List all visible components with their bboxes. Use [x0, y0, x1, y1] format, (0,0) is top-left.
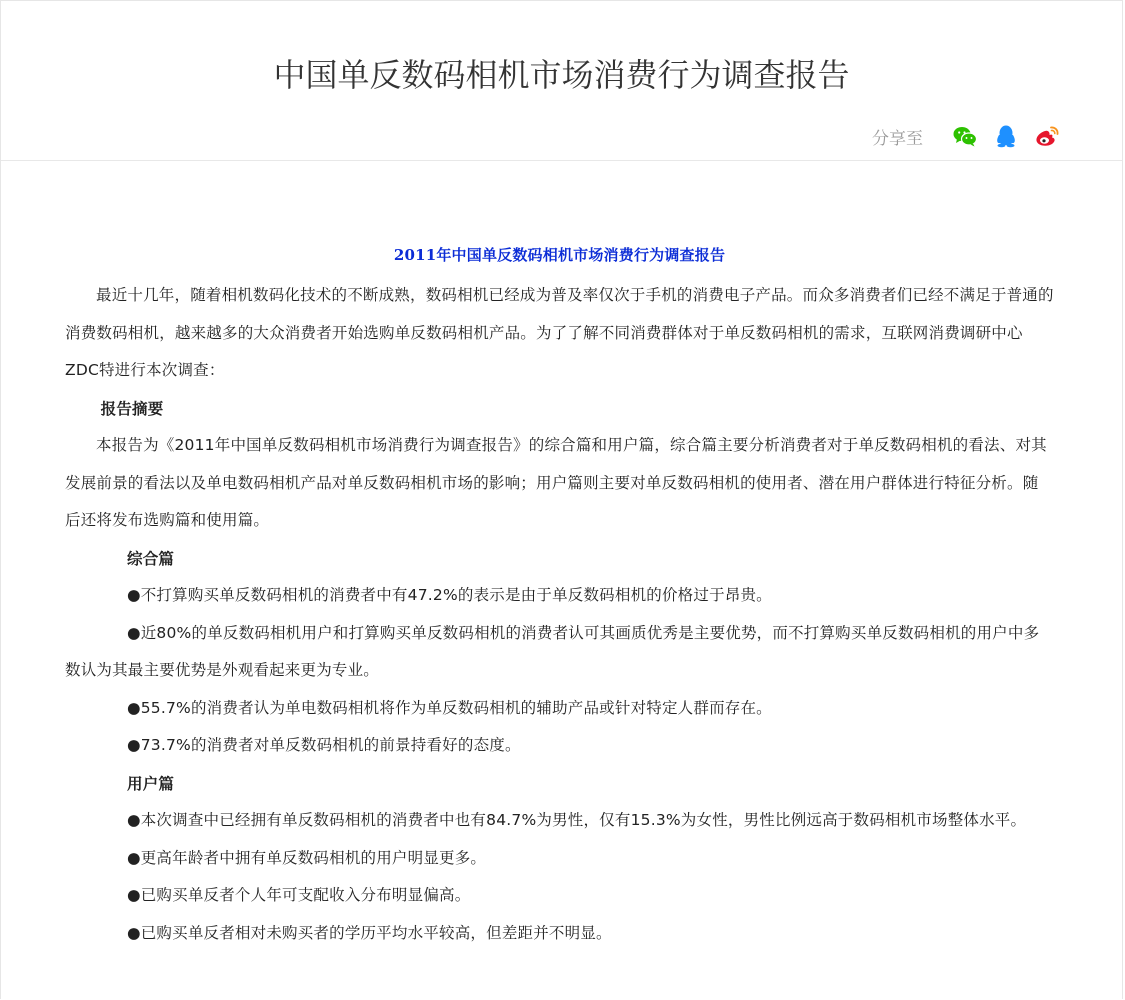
article-body — [65, 233, 1054, 952]
wechat-icon[interactable] — [952, 123, 978, 149]
summary-paragraph: 本报告为《2011年中国单反数码相机市场消费行为调查报告》的综合篇和用户篇，综合篇主要分析消费者对于单反数码相机的看法、对其发展前景的看法以及单电数码相机产品对单反数码相机市场的影响；用户篇则主要对单反数码相机的使用者、潜在用户群体进行特征分析。随后还将发布选购篇和使用篇。 — [65, 436, 1047, 529]
bullet-item: ●近80%的单反数码相机用户和打算购买单反数码相机的消费者认可其画质优秀是主要优势，而不打算购买单反数码相机的用户中多数认为其最主要优势是外观看起来更为专业。 — [65, 623, 1040, 679]
article-title: 2011年中国单反数码相机市场消费行为调查报告 — [393, 246, 726, 264]
bullet-item: ●73.7%的消费者对单反数码相机的前景持看好的态度。 — [127, 736, 521, 754]
bullet-item: ●不打算购买单反数码相机的消费者中有47.2%的表示是由于单反数码相机的价格过于昂贵。 — [127, 586, 772, 604]
intro-paragraph: 最近十几年，随着相机数码化技术的不断成熟，数码相机已经成为普及率仅次于手机的消费电子产品。而众多消费者们已经不满足于普通的消费数码相机，越来越多的大众消费者开始选购单反数码相机产品。为了了解不同消费群体对于单反数码相机的需求，互联网消费调研中心ZDC特进行本次调查： — [65, 286, 1054, 379]
bullet-item: ●已购买单反者相对未购买者的学历平均水平较高，但差距并不明显。 — [127, 923, 612, 942]
share-label: 分享至 — [872, 128, 923, 149]
page-header — [1, 1, 1122, 161]
section-heading-users: 用户篇 — [127, 773, 175, 793]
weibo-icon[interactable] — [1034, 123, 1060, 149]
page-title: 中国单反数码相机市场消费行为调查报告 — [273, 56, 850, 94]
bullet-item: ●更高年龄者中拥有单反数码相机的用户明显更多。 — [127, 848, 487, 867]
share-bar — [872, 121, 1060, 151]
qq-icon[interactable] — [993, 123, 1019, 149]
bullet-item: ●55.7%的消费者认为单电数码相机将作为单反数码相机的辅助产品或针对特定人群而存在。 — [127, 698, 772, 717]
bullet-item: ●本次调查中已经拥有单反数码相机的消费者中也有84.7%为男性，仅有15.3%为女性，男性比例远高于数码相机市场整体水平。 — [127, 811, 1027, 829]
section-heading-overview: 综合篇 — [127, 548, 175, 568]
summary-heading: 报告摘要 — [100, 398, 164, 418]
bullet-item: ●已购买单反者个人年可支配收入分布明显偏高。 — [127, 886, 471, 904]
